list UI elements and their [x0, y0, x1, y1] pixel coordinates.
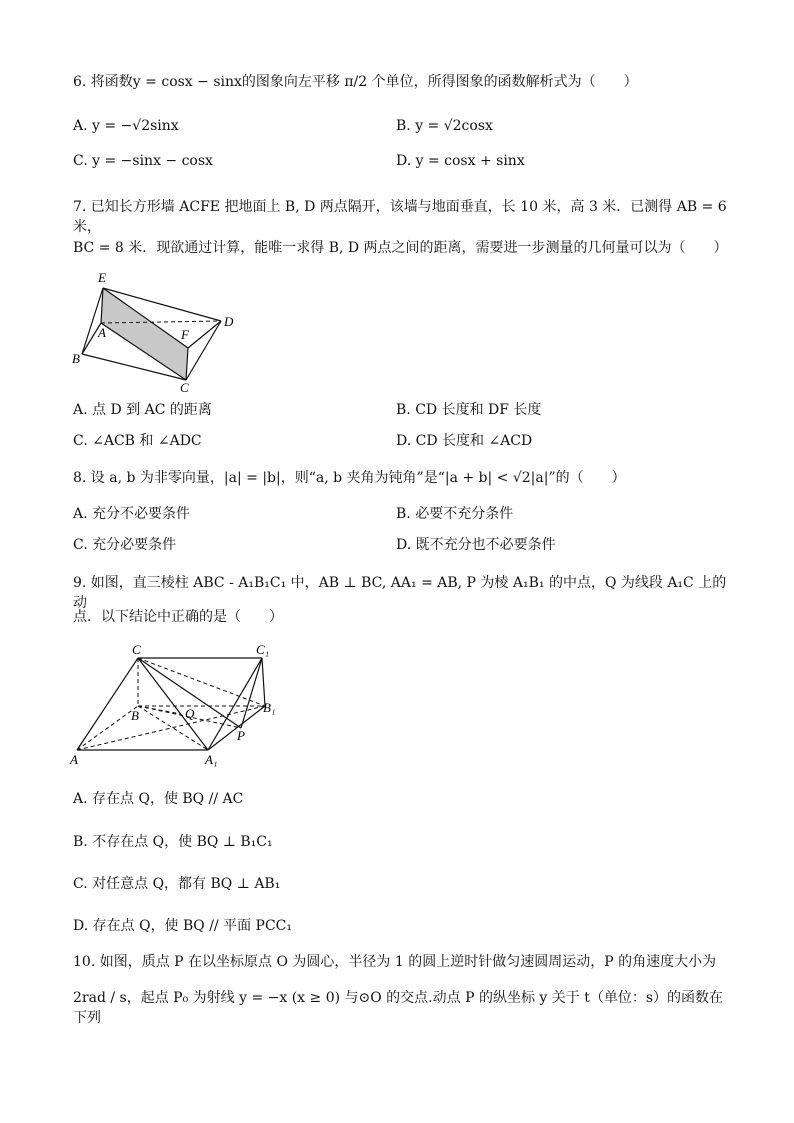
label-D: D: [224, 314, 234, 329]
label-P: P: [237, 728, 245, 743]
label-Q: Q: [185, 706, 195, 721]
q9-stem-line1: 9. 如图，直三棱柱 ABC - A₁B₁C₁ 中，AB ⊥ BC, AA₁ = AB, P 为棱 A₁B₁ 的中点，Q 为线段 A₁C 上的动: [73, 575, 727, 611]
q7-stem-line2: BC = 8 米．现欲通过计算，能唯一求得 B, D 两点之间的距离，需要进一步测量的几何量可以为（ ）: [73, 240, 728, 256]
label-A1: A₁: [205, 752, 218, 767]
label-B1: B₁: [263, 700, 276, 715]
q7-figure: [66, 266, 246, 396]
label-C: C: [180, 380, 189, 395]
q6-stem: 6. 将函数y = cosx − sinx的图象向左平移 π/2 个单位，所得图象的函数解析式为（ ）: [73, 74, 638, 90]
q9-option-b: B. 不存在点 Q，使 BQ ⊥ B₁C₁: [73, 834, 273, 850]
q9-figure: [66, 640, 286, 770]
q8-option-a: A. 充分不必要条件: [73, 506, 191, 522]
q6-option-c: C. y = −sinx − cosx: [73, 153, 213, 169]
q6-option-a: A. y = −√2sinx: [73, 118, 179, 134]
q7-option-a: A. 点 D 到 AC 的距离: [73, 402, 212, 418]
q10-stem-line2: 2rad / s，起点 P₀ 为射线 y = −x (x ≥ 0) 与⊙O 的交点.动点 P 的纵坐标 y 关于 t（单位：s）的函数在下列: [73, 990, 724, 1026]
q9-option-d: D. 存在点 Q，使 BQ // 平面 PCC₁: [73, 918, 293, 934]
label-A: A: [70, 752, 78, 767]
label-C1: C₁: [256, 642, 270, 657]
q10-stem-line1: 10. 如图，质点 P 在以坐标原点 O 为圆心，半径为 1 的圆上逆时针做匀速圆周运动，P 的角速度大小为: [73, 954, 717, 970]
q7-stem-line1: 7. 已知长方形墙 ACFE 把地面上 B, D 两点隔开，该墙与地面垂直，长 10 米，高 3 米．已测得 AB = 6 米，: [73, 199, 727, 235]
label-B: B: [72, 351, 80, 366]
q9-option-c: C. 对任意点 Q，都有 BQ ⊥ AB₁: [73, 876, 281, 892]
q7-option-b: B. CD 长度和 DF 长度: [396, 402, 542, 418]
q8-option-b: B. 必要不充分条件: [396, 506, 514, 522]
q9-stem-line2: 点．以下结论中正确的是（ ）: [73, 609, 283, 625]
label-B: B: [131, 708, 139, 723]
q8-stem: 8. 设 a, b 为非零向量，|a| = |b|，则“a, b 夹角为钝角”是“|a + b| < √2|a|”的（ ）: [73, 470, 626, 486]
q8-option-d: D. 既不充分也不必要条件: [396, 537, 556, 553]
q6-option-d: D. y = cosx + sinx: [396, 153, 525, 169]
label-A: A: [98, 325, 106, 340]
q6-option-b: B. y = √2cosx: [396, 118, 493, 134]
q8-option-c: C. 充分必要条件: [73, 537, 177, 553]
q7-option-c: C. ∠ACB 和 ∠ADC: [73, 433, 202, 449]
label-C: C: [132, 642, 141, 657]
label-F: F: [181, 327, 189, 342]
wall-acfe: [101, 288, 188, 380]
label-E: E: [98, 270, 106, 285]
q9-option-a: A. 存在点 Q，使 BQ // AC: [73, 791, 244, 807]
q7-option-d: D. CD 长度和 ∠ACD: [396, 433, 533, 449]
